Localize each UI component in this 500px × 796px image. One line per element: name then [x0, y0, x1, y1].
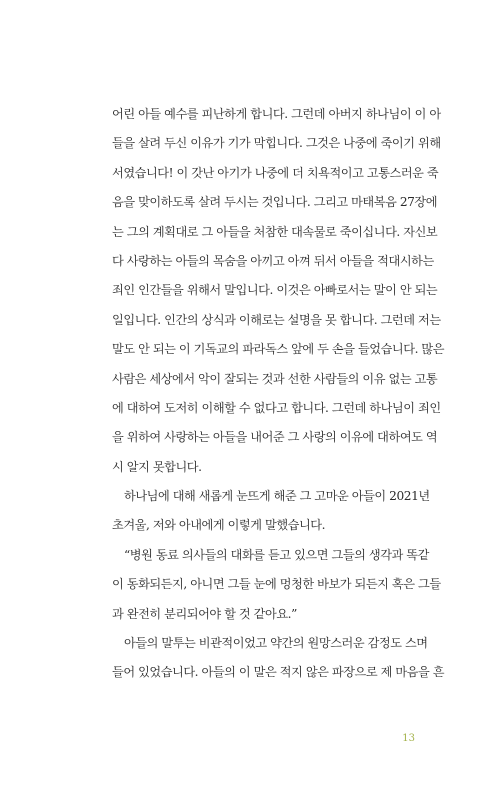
- text-line: 어린 아들 예수를 피난하게 합니다. 그런데 아버지 하나님이 이 아: [112, 107, 441, 121]
- text-line: 을 위하여 사랑하는 아들을 내어준 그 사랑의 이유에 대하여도 역: [112, 430, 438, 445]
- text-line: 들어 있었습니다. 아들의 이 말은 적지 않은 파장으로 제 마음을 흔: [112, 665, 445, 680]
- text-line: 음을 맞이하도록 살려 두시는 것입니다. 그리고 마태복음 27장에: [112, 195, 438, 210]
- text-line: 하나님에 대해 새롭게 눈뜨게 해준 그 고마운 아들이 2021년: [124, 489, 430, 504]
- text-line: 다 사랑하는 아들의 목숨을 아끼고 아껴 뒤서 아들을 적대시하는: [112, 253, 434, 268]
- text-line: 들을 살려 두신 이유가 기가 막힙니다. 그것은 나중에 죽이기 위해: [112, 136, 441, 151]
- text-line: 과 완전히 분리되어야 할 것 같아요.”: [112, 606, 297, 621]
- text-line: 죄인 인간들을 위해서 말입니다. 이것은 아빠로서는 말이 안 되는: [112, 283, 438, 298]
- text-line: 서였습니다! 이 갓난 아기가 나중에 더 치욕적이고 고통스러운 죽: [112, 165, 439, 180]
- body-text: [112, 100, 445, 688]
- page-number: 13: [402, 733, 415, 744]
- text-line: 일입니다. 인간의 상식과 이해로는 설명을 못 합니다. 그런데 저는: [112, 312, 441, 327]
- text-line: 이 동화되든지, 아니면 그들 눈에 멍청한 바보가 되든지 혹은 그들: [112, 577, 441, 592]
- text-line: 말도 안 되는 이 기독교의 파라독스 앞에 두 손을 들었습니다. 많은: [112, 342, 445, 357]
- text-line: 사람은 세상에서 악이 잘되는 것과 선한 사람들의 이유 없는 고통: [112, 371, 438, 386]
- text-line: 초겨울, 저와 아내에게 이렇게 말했습니다.: [112, 518, 326, 533]
- text-line: 는 그의 계획대로 그 아들을 처참한 대속물로 죽이십니다. 자신보: [112, 224, 438, 239]
- text-line: 아들의 말투는 비관적이었고 약간의 원망스러운 감정도 스며: [124, 636, 428, 651]
- text-line: “병원 동료 의사들의 대화를 듣고 있으면 그들의 생각과 똑같: [124, 547, 429, 562]
- text-line: 에 대하여 도저히 이해할 수 없다고 합니다. 그런데 하나님이 죄인: [112, 400, 441, 415]
- text-line: 시 알지 못합니다.: [112, 459, 202, 474]
